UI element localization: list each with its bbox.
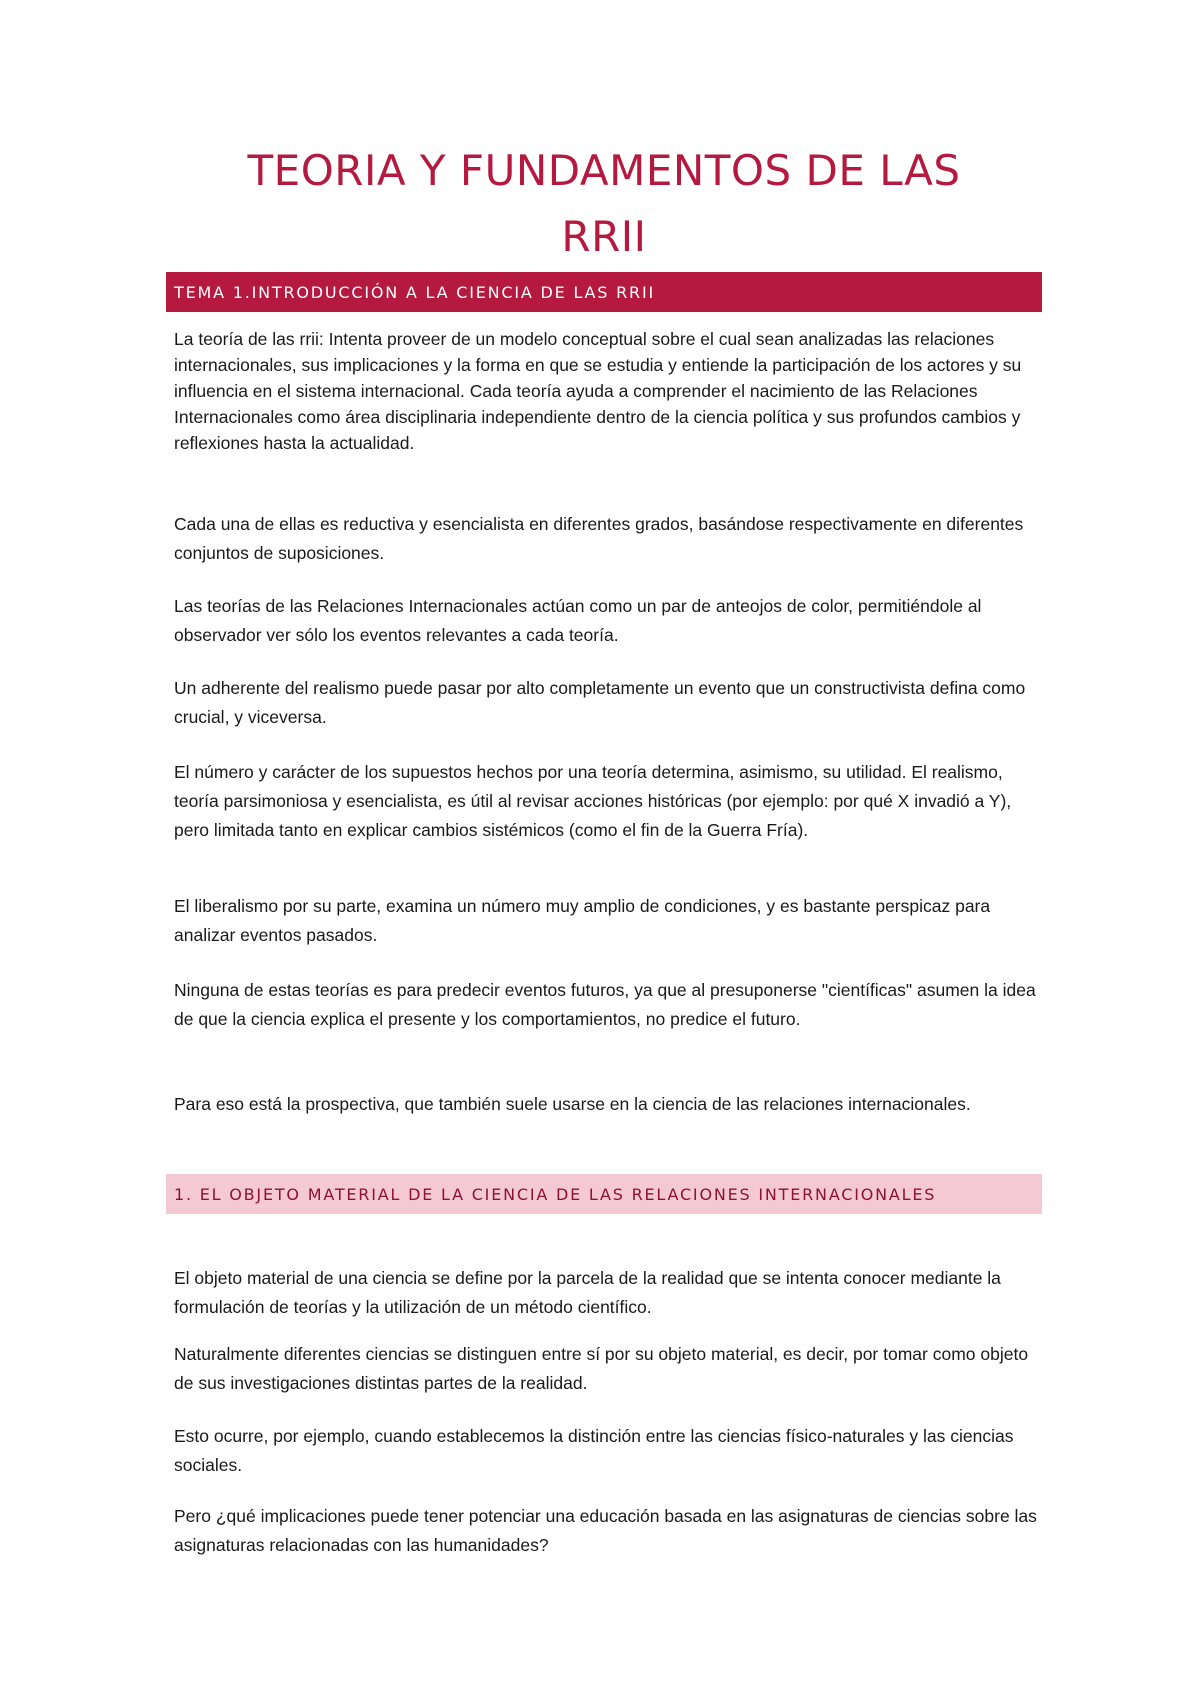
paragraph: Un adherente del realismo puede pasar por alto completamente un evento que un constructivista defina como crucial, y viceversa.	[174, 678, 1026, 727]
paragraph: El liberalismo por su parte, examina un número muy amplio de condiciones, y es bastante perspicaz para analizar eventos pasados.	[174, 896, 991, 945]
section-heading-text: 1. EL OBJETO MATERIAL DE LA CIENCIA DE LAS RELACIONES INTERNACIONALES	[174, 1184, 937, 1204]
paragraph: Pero ¿qué implicaciones puede tener potenciar una educación basada en las asignaturas de ciencias sobre las asignaturas relacionadas con las humanidades?	[174, 1506, 1037, 1555]
title-line-1: TEORIA Y FUNDAMENTOS DE LAS	[247, 146, 961, 195]
document-title	[166, 138, 1042, 270]
paragraph: La teoría de las rrii: Intenta proveer de un modelo conceptual sobre el cual sean analizadas las relaciones internacionales, sus implicaciones y la forma en que se estudia y entiende la participación de los actores y su influencia en el sistema internacional. Cada teoría ayuda a comprender el nacimiento de las Relaciones Internacionales como área disciplinaria independiente dentro de la ciencia política y sus profundos cambios y reflexiones hasta la actualidad.	[174, 329, 1022, 453]
paragraph: Cada una de ellas es reductiva y esencialista en diferentes grados, basándose respectivamente en diferentes conjuntos de suposiciones.	[174, 514, 1024, 563]
paragraph: Para eso está la prospectiva, que también suele usarse en la ciencia de las relaciones internacionales.	[174, 1094, 971, 1114]
paragraph: Esto ocurre, por ejemplo, cuando establecemos la distinción entre las ciencias físico-naturales y las ciencias sociales.	[174, 1426, 1014, 1475]
paragraph: El número y carácter de los supuestos hechos por una teoría determina, asimismo, su utilidad. El realismo, teoría parsimoniosa y esencialista, es útil al revisar acciones históricas (por ejemplo: por qué X invadió a Y), pero limitada tanto en explicar cambios sistémicos (como el fin de la Guerra Fría).	[174, 762, 1012, 840]
section-heading-text: TEMA 1.INTRODUCCIÓN A LA CIENCIA DE LAS RRII	[174, 282, 655, 302]
paragraph: Las teorías de las Relaciones Internacionales actúan como un par de anteojos de color, permitiéndole al observador ver sólo los eventos relevantes a cada teoría.	[174, 596, 982, 645]
paragraph: El objeto material de una ciencia se define por la parcela de la realidad que se intenta conocer mediante la formulación de teorías y la utilización de un método científico.	[174, 1268, 1001, 1317]
section-heading-tema-1	[166, 272, 1042, 312]
title-line-2: RRII	[561, 212, 647, 261]
section-heading-objeto-material	[166, 1174, 1042, 1214]
paragraph: Ninguna de estas teorías es para predecir eventos futuros, ya que al presuponerse "científicas" asumen la idea de que la ciencia explica el presente y los comportamientos, no predice el futuro.	[174, 980, 1036, 1029]
paragraph: Naturalmente diferentes ciencias se distinguen entre sí por su objeto material, es decir, por tomar como objeto de sus investigaciones distintas partes de la realidad.	[174, 1344, 1029, 1393]
